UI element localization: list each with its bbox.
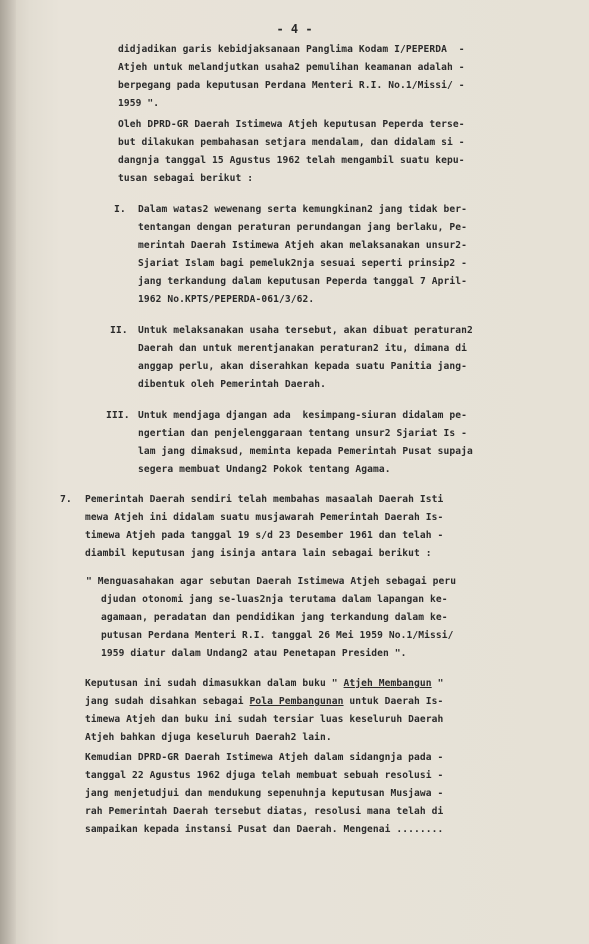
text-segment: Keputusan ini sudah dimasukkan dalam buku ": [85, 678, 344, 689]
text-line: Untuk melaksanakan usaha tersebut, akan dibuat peraturan2: [138, 325, 473, 336]
text-line: timewa Atjeh dan buku ini sudah tersiar luas keseluruh Daerah: [85, 714, 444, 725]
text-line: Pemerintah Daerah sendiri telah membahas masaalah Daerah Isti: [85, 494, 444, 505]
quote-line: agamaan, peradatan dan pendidikan jang terkandung dalam ke-: [101, 612, 448, 623]
text-line: dibentuk oleh Pemerintah Daerah.: [138, 379, 327, 390]
text-line: 1959 ".: [118, 98, 160, 109]
text-line: jang terkandung dalam keputusan Peperda tanggal 7 April-: [138, 276, 468, 287]
quote-line: putusan Perdana Menteri R.I. tanggal 26 Mei 1959 No.1/Missi/: [101, 630, 454, 641]
text-line: Dalam watas2 wewenang serta kemungkinan2 jang tidak ber-: [138, 204, 468, 215]
text-line: segera membuat Undang2 Pokok tentang Agama.: [138, 464, 391, 475]
text-line: Oleh DPRD-GR Daerah Istimewa Atjeh keputusan Peperda terse-: [118, 119, 465, 130]
text-line: Atjeh untuk melandjutkan usaha2 pemulihan keamanan adalah -: [118, 62, 465, 73]
text-line: didjadikan garis kebidjaksanaan Panglima Kodam I/PEPERDA -: [118, 44, 465, 55]
quote-line: " Menguasahakan agar sebutan Daerah Istimewa Atjeh sebagai peru: [86, 576, 457, 587]
page-binding-edge: [0, 0, 16, 944]
text-line: anggap perlu, akan diserahkan kepada suatu Panitia jang-: [138, 361, 468, 372]
text-segment: untuk Daerah Is-: [343, 696, 444, 707]
text-line: tanggal 22 Agustus 1962 djuga telah membuat sebuah resolusi -: [85, 770, 444, 781]
text-line: Kemudian DPRD-GR Daerah Istimewa Atjeh dalam sidangnja pada -: [85, 752, 444, 763]
item-number: 7.: [60, 494, 72, 505]
text-line: tusan sebagai berikut :: [118, 173, 254, 184]
item-number-roman: III.: [106, 410, 130, 421]
text-line: dangnja tanggal 15 Agustus 1962 telah mengambil suatu kepu-: [118, 155, 465, 166]
item-number-roman: II.: [110, 325, 128, 336]
item-number-roman: I.: [114, 204, 126, 215]
quote-line: 1959 diatur dalam Undang2 atau Penetapan Presiden ".: [101, 648, 407, 659]
text-line: timewa Atjeh pada tanggal 19 s/d 23 Desember 1961 dan telah -: [85, 530, 444, 541]
page-number: - 4 -: [276, 22, 313, 36]
text-line: [85, 696, 443, 708]
text-line: merintah Daerah Istimewa Atjeh akan melaksanakan unsur2-: [138, 240, 468, 251]
text-segment: jang sudah disahkan sebagai: [85, 696, 250, 707]
text-line: [85, 678, 443, 690]
text-line: sampaikan kepada instansi Pusat dan Daerah. Mengenai ........: [85, 824, 444, 835]
text-line: jang menjetudjui dan mendukung sepenuhnja keputusan Musjawa -: [85, 788, 444, 799]
pola-pembangunan-underlined: Pola Pembangunan: [249, 696, 344, 707]
text-line: berpegang pada keputusan Perdana Menteri R.I. No.1/Missi/ -: [118, 80, 465, 91]
text-line: rah Pemerintah Daerah tersebut diatas, resolusi mana telah di: [85, 806, 444, 817]
book-title-underlined: Atjeh Membangun: [343, 678, 432, 689]
text-line: Daerah dan untuk merentjanakan peraturan2 itu, dimana di: [138, 343, 468, 354]
text-segment: ": [431, 678, 444, 689]
text-line: tentangan dengan peraturan perundangan jang berlaku, Pe-: [138, 222, 468, 233]
quote-line: djudan otonomi jang se-luas2nja terutama dalam lapangan ke-: [101, 594, 448, 605]
text-line: Untuk mendjaga djangan ada kesimpang-siuran didalam pe-: [138, 410, 468, 421]
text-line: but dilakukan pembahasan setjara mendalam, dan didalam si -: [118, 137, 465, 148]
text-line: lam jang dimaksud, meminta kepada Pemerintah Pusat supaja: [138, 446, 473, 457]
text-line: Atjeh bahkan djuga keseluruh Daerah2 lain.: [85, 732, 332, 743]
text-line: 1962 No.KPTS/PEPERDA-061/3/62.: [138, 294, 315, 305]
text-line: ngertian dan penjelenggaraan tentang unsur2 Sjariat Is -: [138, 428, 468, 439]
text-line: diambil keputusan jang isinja antara lain sebagai berikut :: [85, 548, 432, 559]
text-line: Sjariat Islam bagi pemeluk2nja sesuai seperti prinsip2 -: [138, 258, 468, 269]
text-line: mewa Atjeh ini didalam suatu musjawarah Pemerintah Daerah Is-: [85, 512, 444, 523]
